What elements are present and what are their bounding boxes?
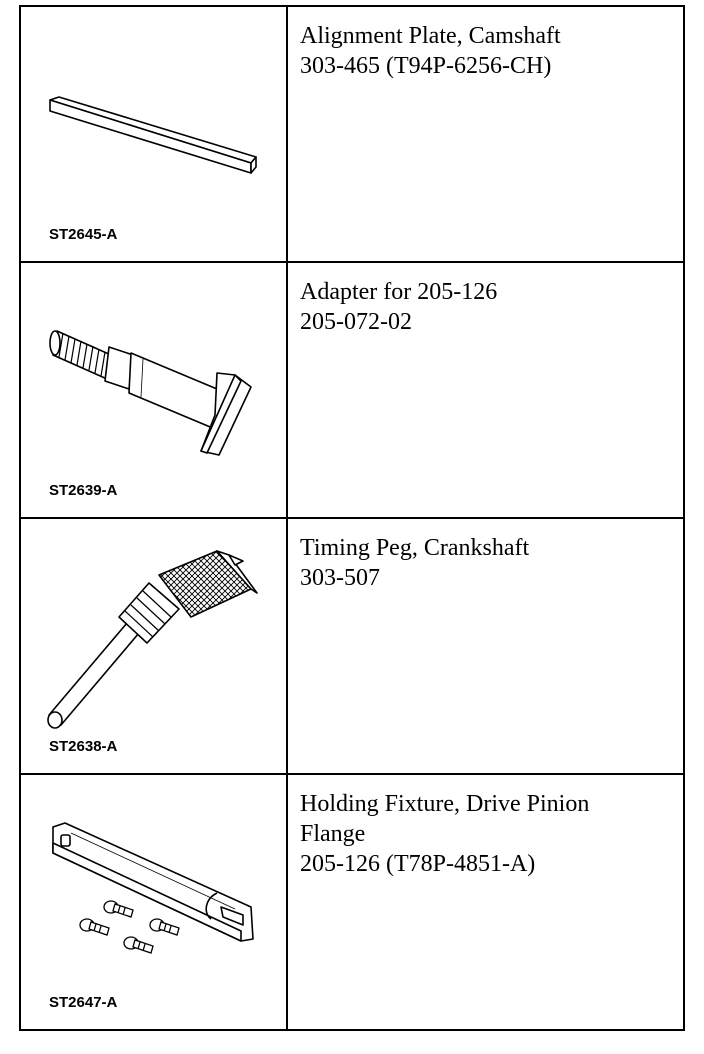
tool-figure-cell [20,262,287,518]
tool-part-number: 205-126 (T78P-4851-A) [300,851,536,877]
tool-figure-cell [20,774,287,1030]
tool-part-number: 205-072-02 [300,309,412,335]
tool-figure-cell [20,6,287,262]
tool-description-cell [287,774,684,1030]
tool-part-number: 303-507 [300,565,380,591]
tool-row [20,518,684,774]
tool-description-cell [287,6,684,262]
alignment-plate-icon [21,7,288,261]
tool-description-cell [287,262,684,518]
figure-code: ST2639-A [49,482,118,499]
special-tools-table [19,5,685,1031]
tool-row [20,6,684,262]
tool-part-number: 303-465 (T94P-6256-CH) [300,53,552,79]
tool-name: Holding Fixture, Drive Pinion [300,791,590,817]
figure-code: ST2645-A [49,226,118,243]
figure-code: ST2647-A [49,994,118,1011]
adapter-bolt-icon [21,263,288,517]
tool-row [20,774,684,1030]
tool-row [20,262,684,518]
figure-code: ST2638-A [49,738,118,755]
tool-figure-cell [20,518,287,774]
tool-name: Timing Peg, Crankshaft [300,535,530,561]
timing-peg-icon [21,519,288,773]
tool-name: Adapter for 205-126 [300,279,498,305]
tool-name: Alignment Plate, Camshaft [300,23,561,49]
tool-description-cell [287,518,684,774]
tool-name-continued: Flange [300,821,366,847]
holding-fixture-icon [21,775,288,1029]
bolt-set-icon [80,901,179,953]
